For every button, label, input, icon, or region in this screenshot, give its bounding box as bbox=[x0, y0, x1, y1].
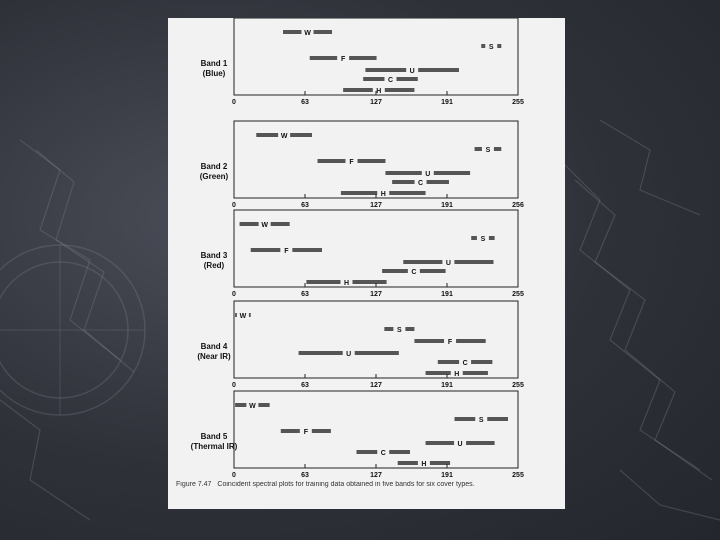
band-1-xtick-label: 63 bbox=[301, 99, 309, 106]
band-4-range-u-left bbox=[299, 351, 343, 355]
band-2-xtick-label: 127 bbox=[370, 202, 382, 209]
band-3-range-f-right bbox=[292, 248, 322, 252]
band-2-xtick-label: 191 bbox=[441, 202, 453, 209]
band-1-range-f-left bbox=[310, 56, 337, 60]
band-4-xtick-label: 63 bbox=[301, 382, 309, 389]
band-2-range-u-left bbox=[385, 171, 421, 175]
band-3-range-c-right bbox=[420, 269, 446, 273]
band-5-range-w-right bbox=[258, 403, 269, 407]
spectral-plots-figure bbox=[168, 18, 565, 509]
band-2-range-s-right bbox=[494, 147, 501, 151]
band-4-sublabel: (Near IR) bbox=[197, 352, 231, 361]
band-1-range-label-h: H bbox=[376, 88, 382, 95]
band-2-range-label-s: S bbox=[485, 147, 491, 154]
caption-text: Coincident spectral plots for training data obtained in five bands for six cover types. bbox=[217, 481, 475, 488]
band-5-xtick-label: 255 bbox=[512, 472, 524, 479]
band-4-range-w-right bbox=[249, 313, 251, 317]
band-2-range-label-u: U bbox=[425, 171, 431, 178]
band-4-range-f-left bbox=[414, 339, 444, 343]
band-3-range-h-left bbox=[306, 280, 340, 284]
band-5-range-label-f: F bbox=[303, 429, 308, 436]
band-5-range-f-left bbox=[281, 429, 300, 433]
band-3-xtick-label: 63 bbox=[301, 291, 309, 298]
band-3-range-h-right bbox=[352, 280, 386, 284]
band-4-range-f-right bbox=[456, 339, 486, 343]
band-5-range-w-left bbox=[235, 403, 246, 407]
band-5-frame bbox=[234, 391, 518, 468]
band-3-xtick-label: 0 bbox=[232, 291, 236, 298]
band-1-range-c-left bbox=[363, 77, 384, 81]
band-5-range-f-right bbox=[312, 429, 331, 433]
band-3-range-u-left bbox=[403, 260, 442, 264]
band-2-xtick-label: 256 bbox=[512, 202, 524, 209]
band-4-xtick-label: 0 bbox=[232, 382, 236, 389]
band-1-range-u-right bbox=[418, 68, 459, 72]
band-4-range-label-f: F bbox=[447, 339, 453, 346]
band-1-range-h-left bbox=[343, 88, 373, 92]
band-5-xtick-label: 0 bbox=[232, 472, 236, 479]
band-3-range-label-s: S bbox=[480, 236, 486, 243]
band-5-range-s-left bbox=[455, 417, 476, 421]
band-2-range-h-left bbox=[341, 191, 377, 195]
band-2-range-label-w: W bbox=[280, 133, 288, 140]
band-5-range-label-h: H bbox=[421, 461, 427, 468]
band-4-range-s-right bbox=[405, 327, 414, 331]
band-5-xtick-label: 191 bbox=[441, 472, 453, 479]
band-4-range-s-left bbox=[384, 327, 393, 331]
band-5-label: Band 5 bbox=[200, 432, 228, 441]
band-5-range-label-w: W bbox=[249, 403, 256, 410]
band-2-range-f-right bbox=[357, 159, 385, 163]
band-5-xtick-label: 127 bbox=[370, 472, 382, 479]
band-5-range-label-s: S bbox=[478, 417, 484, 424]
band-2-range-h-right bbox=[389, 191, 425, 195]
band-2-range-label-f: F bbox=[349, 159, 354, 166]
band-1-xtick-label: 127 bbox=[370, 99, 382, 106]
band-2-range-w-right bbox=[290, 133, 312, 137]
band-1-range-s-right bbox=[497, 44, 501, 48]
band-4-range-c-right bbox=[471, 360, 492, 364]
band-2-xtick-label: 0 bbox=[232, 202, 236, 209]
band-1-range-u-left bbox=[365, 68, 406, 72]
band-3-range-s-right bbox=[489, 236, 495, 240]
band-2-range-f-left bbox=[318, 159, 346, 163]
band-4-range-w-left bbox=[235, 313, 237, 317]
band-2-range-c-left bbox=[392, 180, 414, 184]
band-2-range-s-left bbox=[475, 147, 482, 151]
band-1-xtick-label: 0 bbox=[232, 99, 236, 106]
band-2-range-w-left bbox=[256, 133, 278, 137]
band-1-range-f-right bbox=[349, 56, 376, 60]
band-2-sublabel: (Green) bbox=[199, 172, 229, 181]
band-5-range-s-right bbox=[487, 417, 508, 421]
band-1-range-label-u: U bbox=[409, 68, 415, 75]
band-1-label: Band 1 bbox=[200, 59, 228, 68]
band-3-range-w-right bbox=[271, 222, 290, 226]
band-3-range-u-right bbox=[454, 260, 493, 264]
band-2-label: Band 2 bbox=[200, 162, 228, 171]
band-2-range-c-right bbox=[427, 180, 449, 184]
band-4-range-label-c: C bbox=[462, 360, 468, 367]
band-4-range-u-right bbox=[355, 351, 399, 355]
band-4-label: Band 4 bbox=[200, 342, 228, 351]
band-4-range-label-u: U bbox=[346, 351, 352, 358]
band-2-range-label-c: C bbox=[418, 180, 424, 187]
band-3-sublabel: (Red) bbox=[203, 261, 225, 270]
caption-figure-number: Figure 7.47 bbox=[176, 481, 212, 488]
band-4-xtick-label: 127 bbox=[370, 382, 382, 389]
band-1-range-label-f: F bbox=[341, 56, 346, 63]
band-5-range-c-left bbox=[357, 450, 378, 454]
band-3-xtick-label: 127 bbox=[370, 291, 382, 298]
band-3-range-label-f: F bbox=[284, 248, 289, 255]
band-3-range-w-left bbox=[240, 222, 259, 226]
figure-caption bbox=[176, 481, 561, 488]
band-3-range-f-left bbox=[251, 248, 281, 252]
band-5-range-u-right bbox=[466, 441, 495, 445]
band-1-range-w-right bbox=[314, 30, 333, 34]
book-page bbox=[168, 18, 565, 509]
band-1-xtick-label: 191 bbox=[441, 99, 453, 106]
band-5-range-c-right bbox=[389, 450, 410, 454]
band-3-label: Band 3 bbox=[200, 251, 228, 260]
band-1-range-w-left bbox=[283, 30, 302, 34]
band-3-xtick-label: 255 bbox=[512, 291, 524, 298]
band-1-xtick-label: 255 bbox=[512, 99, 524, 106]
band-1-range-label-w: W bbox=[304, 30, 311, 37]
band-3-range-label-c: C bbox=[411, 269, 417, 276]
band-1-range-label-s: S bbox=[488, 44, 494, 51]
band-3-range-label-u: U bbox=[445, 260, 451, 267]
band-2-range-label-h: H bbox=[380, 191, 386, 198]
band-4-range-c-left bbox=[438, 360, 459, 364]
band-1-range-label-c: C bbox=[387, 77, 394, 84]
band-1-range-h-right bbox=[385, 88, 415, 92]
band-4-xtick-label: 191 bbox=[441, 382, 453, 389]
band-3-range-c-left bbox=[382, 269, 408, 273]
band-1-range-c-right bbox=[396, 77, 417, 81]
band-4-range-label-s: S bbox=[397, 327, 402, 334]
band-3-range-label-h: H bbox=[343, 280, 350, 287]
band-3-range-label-w: W bbox=[261, 222, 268, 229]
band-5-range-u-left bbox=[426, 441, 455, 445]
band-4-range-label-w: W bbox=[239, 313, 247, 320]
band-4-range-h-right bbox=[463, 371, 488, 375]
band-1-sublabel: (Blue) bbox=[202, 69, 226, 78]
band-5-range-label-u: U bbox=[457, 441, 463, 448]
band-2-range-u-right bbox=[434, 171, 470, 175]
band-5-sublabel: (Thermal IR) bbox=[190, 442, 238, 451]
band-3-range-s-left bbox=[471, 236, 477, 240]
band-5-range-label-c: C bbox=[380, 450, 386, 457]
band-5-range-h-left bbox=[398, 461, 418, 465]
band-1-range-s-left bbox=[481, 44, 485, 48]
band-2-xtick-label: 63 bbox=[301, 202, 309, 209]
band-5-xtick-label: 63 bbox=[301, 472, 309, 479]
band-4-range-label-h: H bbox=[454, 371, 460, 378]
band-4-xtick-label: 255 bbox=[512, 382, 524, 389]
band-3-xtick-label: 191 bbox=[441, 291, 453, 298]
